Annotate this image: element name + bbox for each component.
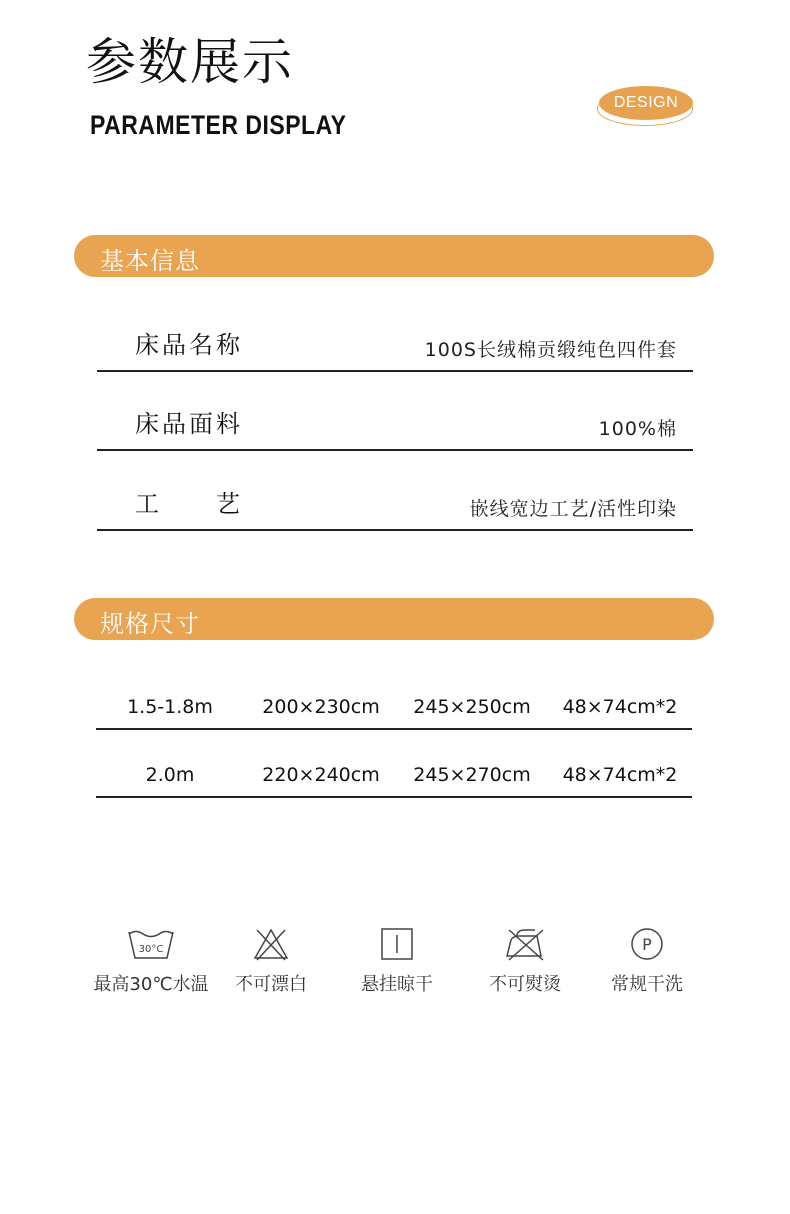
care-item-dry-clean xyxy=(582,926,712,996)
section-title: 基本信息 xyxy=(100,247,200,275)
size-pillowcase: 48×74cm*2 xyxy=(562,696,678,718)
dry-clean-letter: P xyxy=(642,935,652,954)
wash-30c-icon xyxy=(126,926,176,962)
hang-dry-icon xyxy=(379,926,415,962)
info-value: 嵌线宽边工艺/活性印染 xyxy=(469,498,677,520)
size-row xyxy=(96,684,692,730)
no-bleach-icon xyxy=(251,926,291,962)
page-title: 参数展示 xyxy=(86,33,294,91)
info-label: 床品名称 xyxy=(135,331,243,359)
dry-clean-p-icon xyxy=(629,926,665,962)
badge-label: DESIGN xyxy=(613,94,679,111)
info-value: 100%棉 xyxy=(598,418,677,440)
section-title: 规格尺寸 xyxy=(100,610,200,638)
page-subtitle: PARAMETER DISPLAY xyxy=(90,110,347,140)
size-sheet: 245×250cm xyxy=(413,696,531,718)
care-label: 常规干洗 xyxy=(611,974,683,995)
info-row-fabric xyxy=(97,397,693,451)
care-label: 不可漂白 xyxy=(235,974,307,995)
care-label: 不可熨烫 xyxy=(489,974,561,995)
design-badge xyxy=(597,86,695,128)
info-label: 工 艺 xyxy=(135,490,243,518)
section-header-specs xyxy=(74,598,714,640)
care-item-wash xyxy=(86,926,216,996)
size-pillowcase: 48×74cm*2 xyxy=(562,764,678,786)
size-duvet: 220×240cm xyxy=(262,764,380,786)
size-bed-width: 1.5-1.8m xyxy=(127,696,213,718)
info-label: 床品面料 xyxy=(135,410,243,438)
info-row-name xyxy=(97,318,693,372)
size-bed-width: 2.0m xyxy=(145,764,195,786)
no-iron-icon xyxy=(503,926,547,962)
info-row-craft xyxy=(97,477,693,531)
care-item-no-bleach xyxy=(206,926,336,996)
section-header-basic-info xyxy=(74,235,714,277)
wash-temp-text: 30°C xyxy=(138,944,164,955)
care-item-hang-dry xyxy=(332,926,462,996)
size-duvet: 200×230cm xyxy=(262,696,380,718)
care-label: 最高30℃水温 xyxy=(93,974,209,995)
info-value: 100S长绒棉贡缎纯色四件套 xyxy=(424,339,677,361)
size-sheet: 245×270cm xyxy=(413,764,531,786)
care-item-no-iron xyxy=(460,926,590,996)
care-label: 悬挂晾干 xyxy=(361,974,433,995)
size-row xyxy=(96,752,692,798)
